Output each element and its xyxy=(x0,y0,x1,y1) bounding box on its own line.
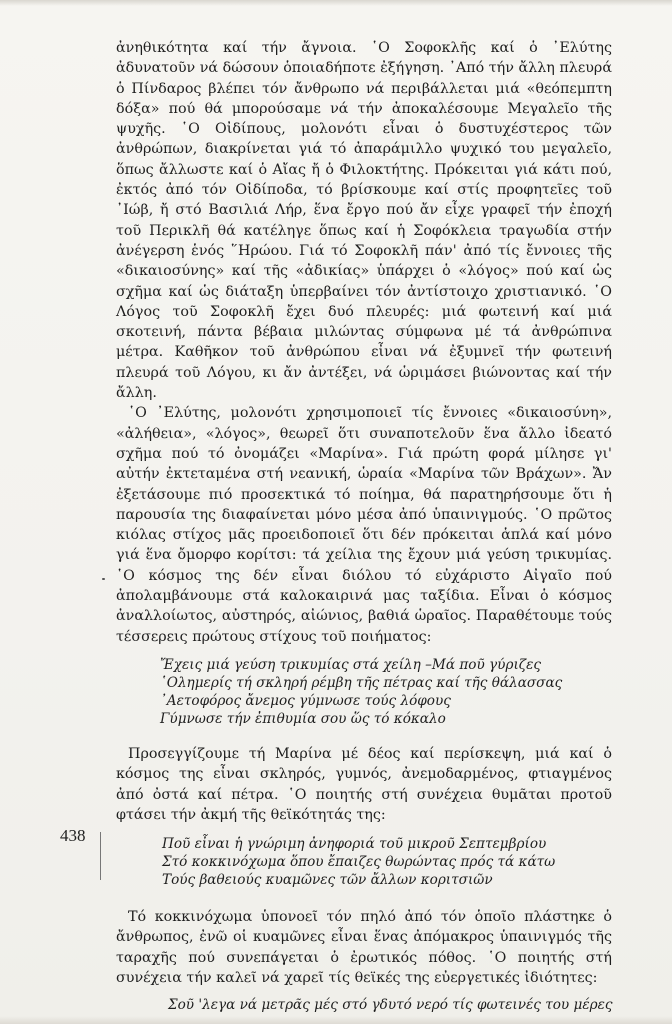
page-top-shadow xyxy=(0,0,672,6)
poem-quote-1 xyxy=(160,656,612,728)
poem-line: Ποῦ εἶναι ἡ γνώριμη ἀνηφοριά τοῦ μικροῦ Σεπτεμβρίου xyxy=(162,836,547,853)
margin-rule xyxy=(100,832,101,880)
poem-line: Ἔχεις μιά γεύση τρικυμίας στά χείλη –Μά ποῦ γύριζες xyxy=(160,656,542,673)
poem-line: Τούς βαθειούς κυαμῶνες τῶν ἄλλων κοριτσιῶν xyxy=(162,872,493,889)
paragraph-3: Προσεγγίζουμε τή Μαρίνα μέ δέος καί περίσκεψη, μιά καί ὁ κόσμος της εἶναι σκληρός, γυμνός, ἀνεμοδαρμένος, φτιαγμένος ἀπό ὀστά καί πέτρα. ῾Ο ποιητής στή συνέχεια θυμᾶται προτοῦ φτάσει τήν ἀκμή τῆς θεϊκότητάς της: xyxy=(116,745,612,823)
paragraph-1: ἀνηθικότητα καί τήν ἄγνοια. ῾Ο Σοφοκλῆς καί ὁ ᾿Ελύτης ἀδυνατοῦν νά δώσουν ὁποιαδήποτε ἐξήγηση. ᾿Από τήν ἄλλη πλευρά ὁ Πίνδαρος βλέπει τόν ἄνθρωπο νά περιβάλλεται μιά «θεόπεμπτη δόξα» πού θά μπορούσαμε νά τήν ἀποκαλέσουμε Μεγαλεῖο τῆς ψυχῆς. ῾Ο Οἰδίπους, μολονότι εἶναι ὁ δυστυχέστερος τῶν ἀνθρώπων, διακρίνεται γιά τό ἀπαράμιλλο ψυχικό του μεγαλεῖο, ὅπως ἄλλωστε καί ὁ Αἴας ἤ ὁ Φιλοκτήτης. Πρόκειται γιά κάτι πού, ἐκτός ἀπό τόν Οἰδίποδα, τό βρίσκουμε καί στίς προφητεῖες τοῦ ᾿Ιώβ, ἤ στό Βασιλιά Λήρ, ἕνα ἔργο πού ἄν εἶχε γραφεῖ τήν ἐποχή τοῦ Περικλῆ θά κατέληγε ὅπως καί ἡ Σοφόκλεια τραγωδία στήν ἀνέγερση ἑνός ῞Ηρώου. Γιά τό Σοφοκλῆ πάν' ἀπό τίς ἔννοιες τῆς «δικαιοσύνης» καί τῆς «ἀδικίας» ὑπάρχει ὁ «λόγος» πού καί ὡς σχῆμα καί ὡς διάταξη ὑπερβαίνει τόν ἀντίστοιχο χριστιανικό. ῾Ο Λόγος τοῦ Σοφοκλῆ ἔχει δυό πλευρές: μιά φωτεινή καί μιά σκοτεινή, πάντα βέβαια μιλώντας σύμφωνα μέ τά ἀνθρώπινα μέτρα. Καθῆκον τοῦ ἀνθρώπου εἶναι νά ἐξυμνεῖ τήν φωτεινή πλευρά τοῦ Λόγου, κι ἄν ἀντέξει, νά ὡριμάσει βιώνοντας καί τήν ἄλλη. xyxy=(116,40,612,402)
poem-line: Στό κοκκινόχωμα ὅπου ἔπαιζες θωρώντας πρός τά κάτω xyxy=(162,854,556,871)
poem-quote-3 xyxy=(168,996,612,1014)
poem-line: ᾿Αετοφόρος ἄνεμος γύμνωσε τούς λόφους xyxy=(160,692,451,709)
margin-mark xyxy=(102,578,105,580)
paragraph-2: ῾Ο ᾿Ελύτης, μολονότι χρησιμοποιεῖ τίς ἔννοιες «δικαιοσύνη», «ἀλήθεια», «λόγος», θεωρεῖ ὅτι συναποτελοῦν ἕνα ἄλλο ἰδεατό σχῆμα πού τό ὀνομάζει «Μαρίνα». Γιά πρώτη φορά μίλησε γι' αὐτήν ἐκτεταμένα στή νεανική, ὡραία «Μαρίνα τῶν Βράχων». Ἄν ἐξετάσουμε πιό προσεκτικά τό ποίημα, θά παρατηρήσουμε ὅτι ἡ παρουσία της διαφαίνεται μόνο μέσα ἀπό ὑπαινιγμούς. ῾Ο πρῶτος κιόλας στίχος μᾶς προειδοποιεῖ ὅτι δέν πρόκειται ἁπλά καί μόνο γιά ἕνα ὄμορφο κορίτσι: τά χείλια της ἔχουν μιά γεύση τρικυμίας. ῾Ο κόσμος της δέν εἶναι διόλου τό εὐχάριστο Αἰγαῖο πού ἀπολαμβάνουμε στά καλοκαιρινά μας ταξίδια. Εἶναι ὁ κόσμος ἀναλλοίωτος, αὐστηρός, αἰώνιος, βαθιά ὡραῖος. Παραθέτουμε τούς τέσσερεις πρώτους στίχους τοῦ ποιήματος: xyxy=(116,405,612,645)
page-bottom-shadow xyxy=(0,1016,672,1024)
page-text-block xyxy=(116,38,612,1014)
poem-quote-2 xyxy=(162,835,612,889)
page-number: 438 xyxy=(60,826,86,845)
poem-line: Σοῦ 'λεγα νά μετρᾶς μές στό γδυτό νερό τίς φωτεινές του μέρες xyxy=(168,997,613,1014)
poem-line: ῾Ολημερίς τή σκληρή ρέμβη τῆς πέτρας καί τῆς θάλασσας xyxy=(160,674,563,691)
paragraph-4: Τό κοκκινόχωμα ὑπονοεῖ τόν πηλό ἀπό τόν ὁποῖο πλάστηκε ὁ ἄνθρωπος, ἐνῶ οἱ κυαμῶνες εἶναι ἕνας ἀπόμακρος ὑπαινιγμός τῆς ταραχῆς πού συνεπάγεται ὁ ἐρωτικός πόθος. ῾Ο ποιητής στή συνέχεια τήν καλεῖ νά χαρεῖ τίς θεϊκές της εὐεργετικές ἰδιότητες: xyxy=(116,909,612,986)
poem-line: Γύμνωσε τήν ἐπιθυμία σου ὥς τό κόκαλο xyxy=(160,710,446,727)
